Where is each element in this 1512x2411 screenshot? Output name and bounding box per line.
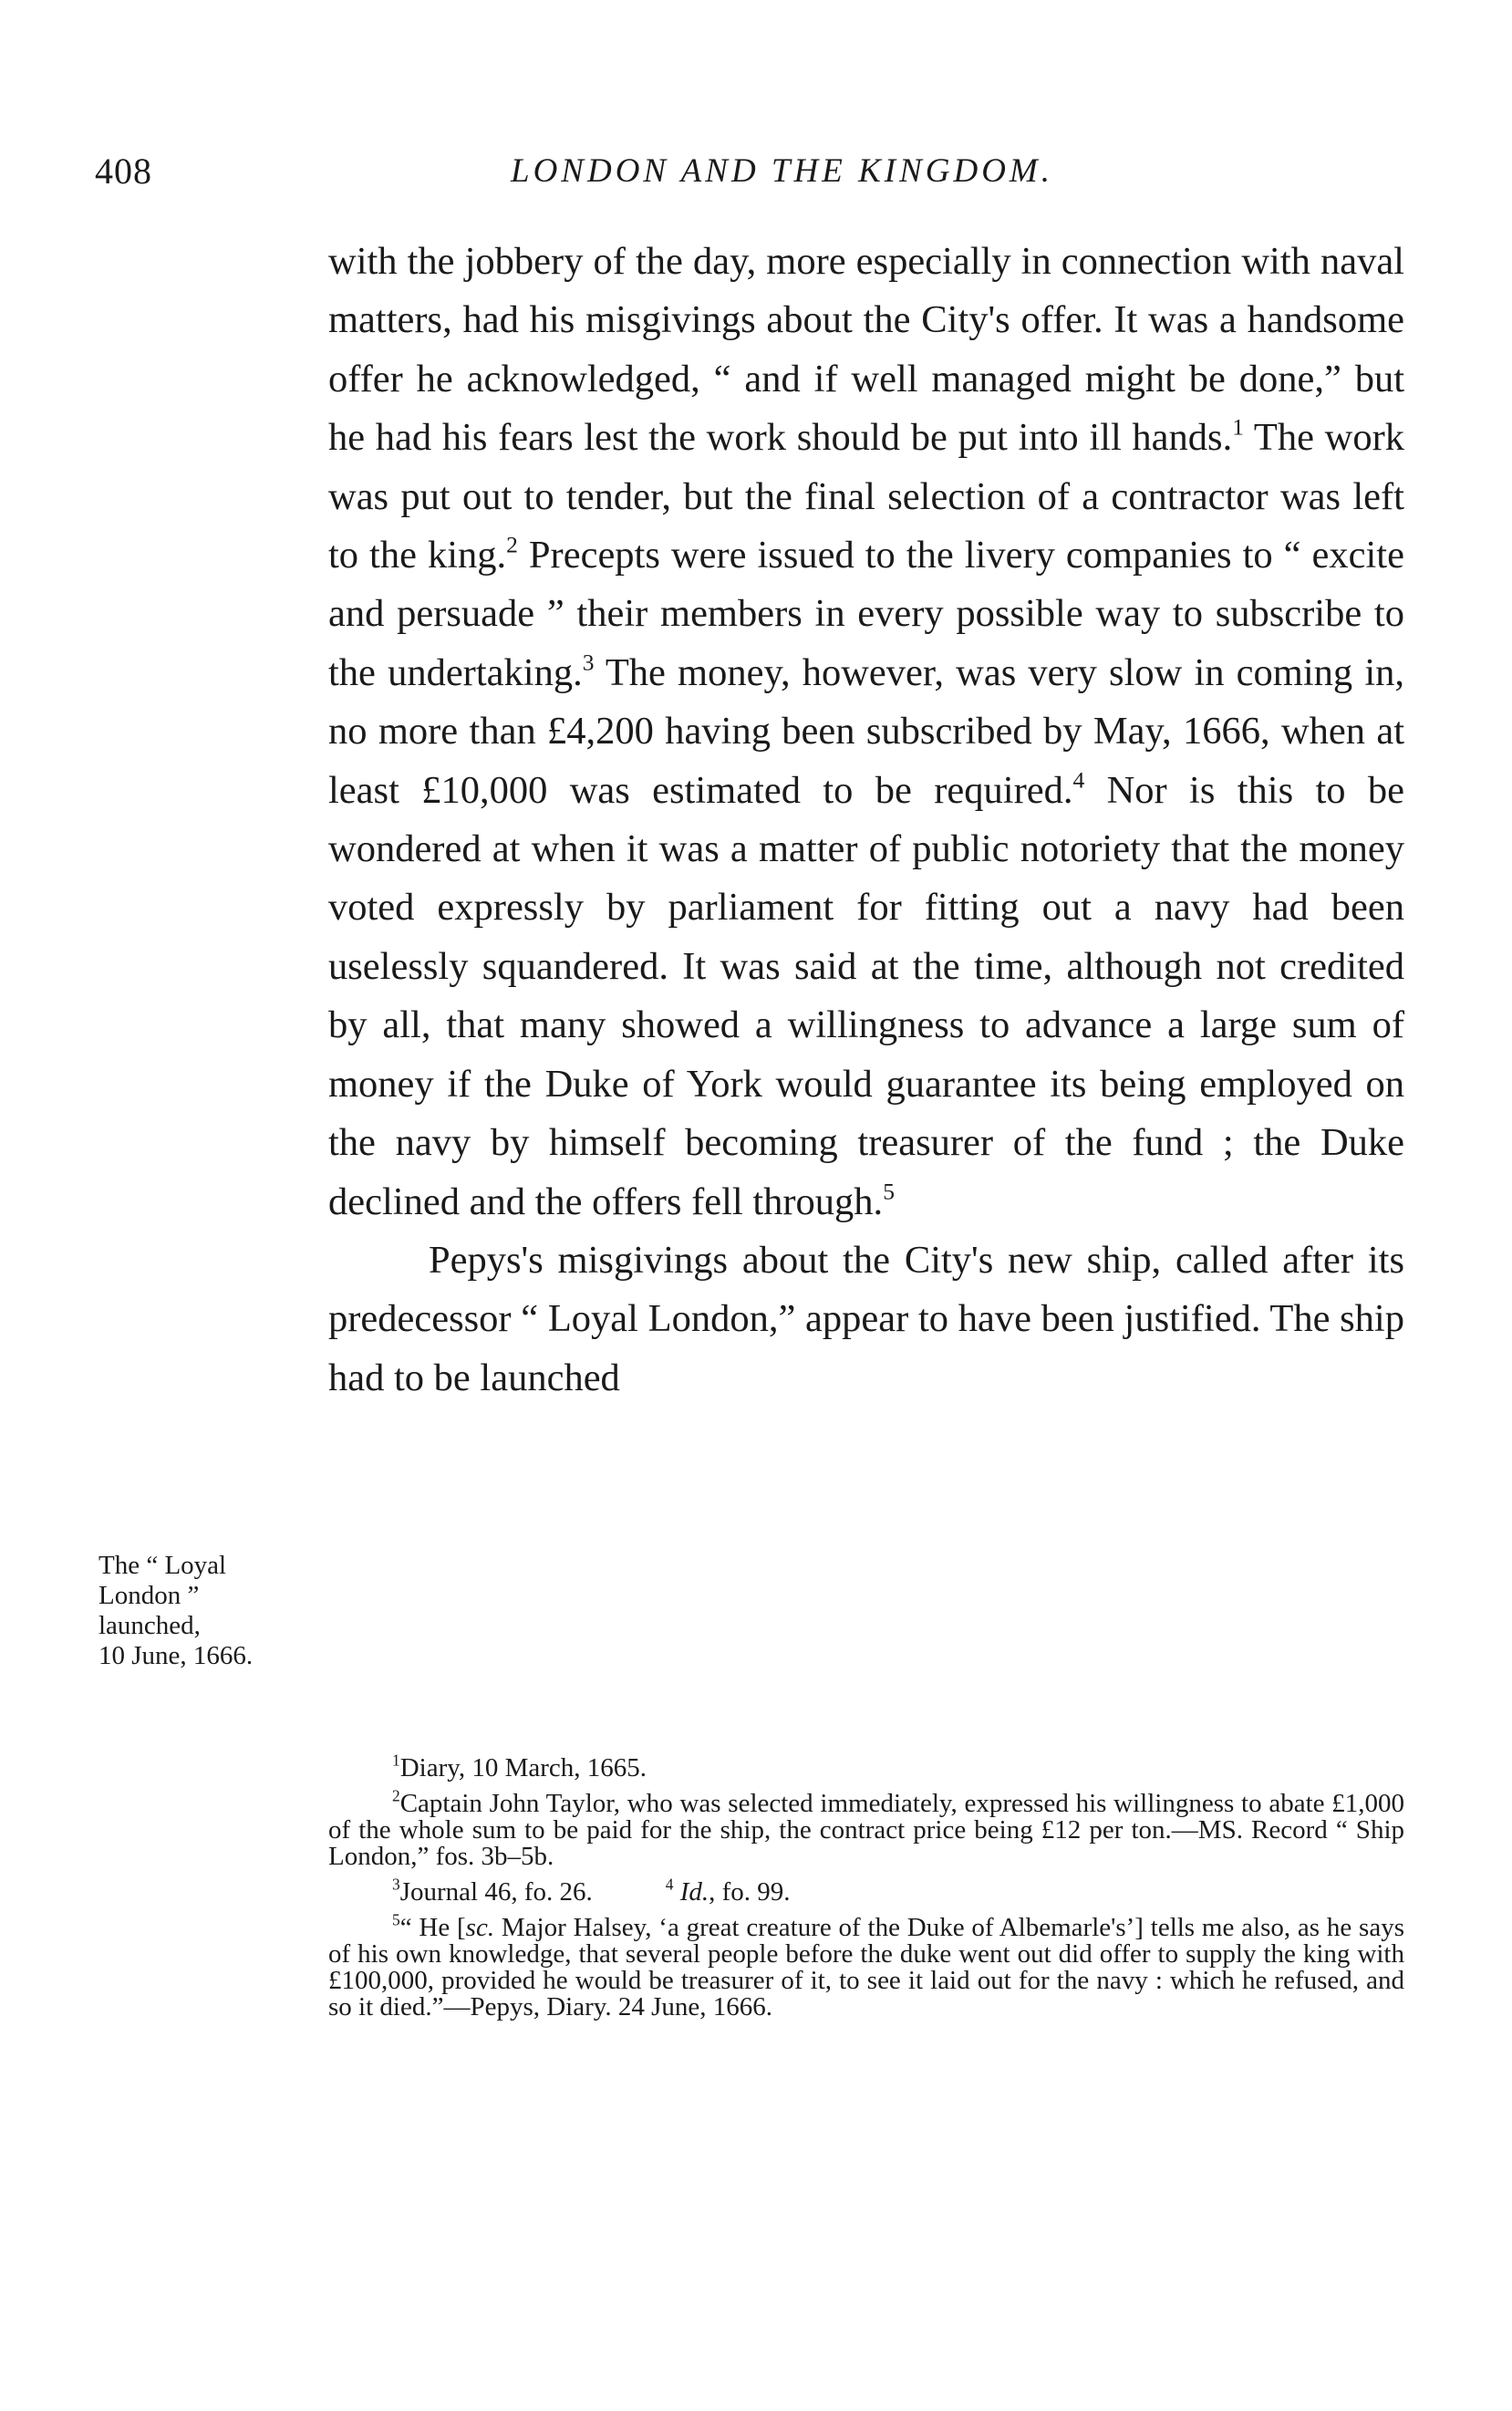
footnote-ref: 3 <box>582 649 595 676</box>
paragraph-1 <box>328 233 1404 1231</box>
text-run: The work was put out to tender, but the final selection of a contractor was left to the king. <box>328 416 1404 577</box>
footnotes <box>328 1751 1404 2030</box>
footnote-5 <box>328 1910 1404 2021</box>
main-text <box>328 233 1404 1408</box>
paragraph-2: Pepys's misgivings about the City's new ship, called after its predecessor “ Loyal London,” appear to have been justified. The ship had to be launched <box>328 1238 1404 1399</box>
footnote-mark: 4 <box>665 1875 674 1894</box>
footnote-text: “ He [ <box>399 1913 466 1942</box>
margin-note-line: The “ Loyal <box>98 1551 227 1580</box>
footnote-mark: 3 <box>392 1875 400 1894</box>
margin-note-line: launched, <box>98 1611 201 1640</box>
text-run: with the jobbery of the day, more especially in connection with naval matters, had his misgivings about the City's offer. It was a handsome offer he acknowledged, “ and if well managed might be done,” but he had his fears lest the work should be put into ill hands. <box>328 240 1404 460</box>
footnote-mark: 1 <box>392 1751 400 1770</box>
page-number: 408 <box>95 151 152 192</box>
margin-note-line: London ” <box>98 1581 200 1610</box>
footnote-1 <box>328 1751 1404 1782</box>
footnote-ref: 5 <box>883 1177 895 1204</box>
footnote-ref: 1 <box>1232 413 1244 441</box>
text-run: The money, however, was very slow in coming in, no more than £4,200 having been subscribed by May, 1666, when at least £10,000 was estimated to be required. <box>328 650 1404 812</box>
footnote-2 <box>328 1786 1404 1871</box>
footnote-text: Captain John Taylor, who was selected immediately, expressed his willingness to abate £1,000 of the whole sum to be paid for the ship, the contract price being £12 per ton.—MS. Record “ Ship London,” fos. 3b–5b. <box>328 1789 1404 1871</box>
footnote-text: , fo. 99. <box>709 1877 791 1907</box>
footnote-italic: Id. <box>679 1877 709 1907</box>
footnote-italic: sc. <box>465 1913 495 1942</box>
footnote-row <box>392 1875 1404 1907</box>
running-head: LONDON AND THE KINGDOM. <box>511 152 1053 190</box>
text-run: Nor is this to be wondered at when it was a matter of public notoriety that the money voted expressly by parliament for fitting out a navy had been uselessly squandered. It was said at the time, although not credited by all, that many showed a willingness to advance a large sum of money if the Duke of York would guarantee its being employed on the navy by himself becoming treasurer of the fund ; the Duke declined and the offers fell through. <box>328 768 1404 1223</box>
footnote-ref: 4 <box>1072 766 1085 794</box>
footnote-mark: 5 <box>392 1910 400 1929</box>
footnote-text: Diary, 10 March, 1665. <box>399 1753 647 1782</box>
footnote-3 <box>392 1875 593 1907</box>
footnote-text: Journal 46, fo. 26. <box>399 1877 593 1907</box>
margin-note <box>98 1551 326 1671</box>
footnote-4 <box>665 1875 791 1907</box>
footnote-mark: 2 <box>392 1786 400 1805</box>
text-run: Precepts were issued to the livery companies to “ excite and persuade ” their members in every possible way to subscribe to the undertaking. <box>328 534 1404 694</box>
margin-note-line: 10 June, 1666. <box>98 1641 254 1670</box>
footnote-text: Major Halsey, ‘a great creature of the Duke of Albemarle's’] tells me also, as he says of his own knowledge, that several people before the duke went out did offer to supply the king with £100,000, provided he would be treasurer of it, to see it laid out for the navy : which he refused, and so it died.”—Pepys, Diary. 24 June, 1666. <box>328 1913 1404 2021</box>
footnote-ref: 2 <box>506 531 518 558</box>
